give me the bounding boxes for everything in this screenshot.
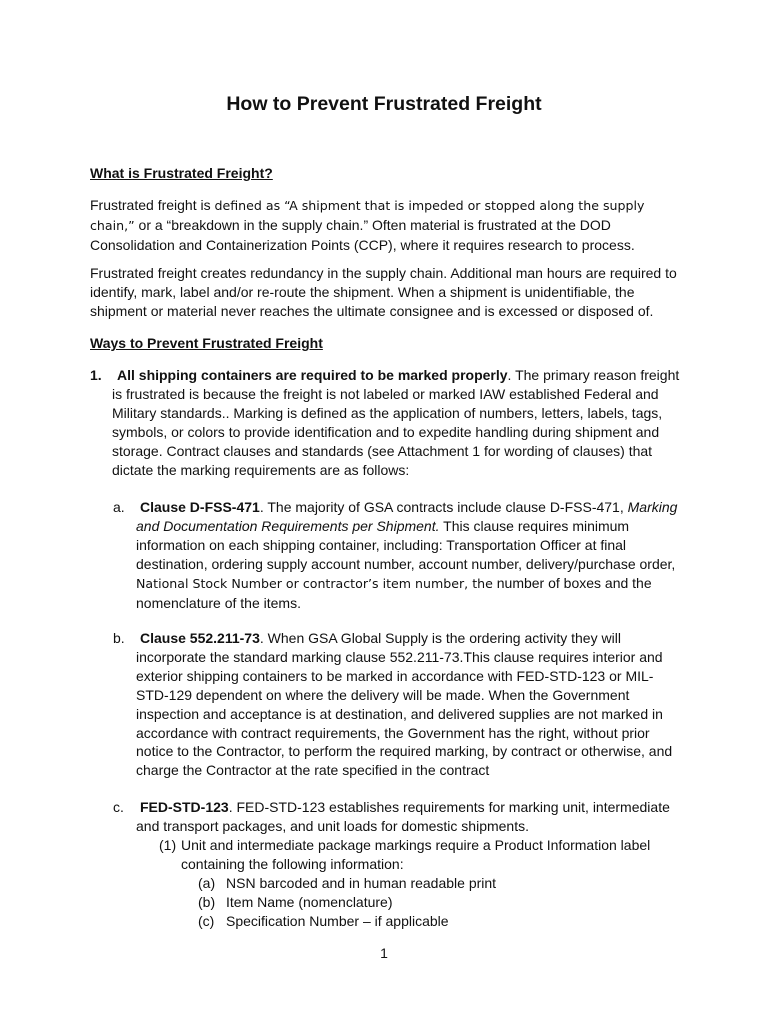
clause-c-text [136, 798, 684, 836]
item-1-bold: All shipping containers are required to be marked properly [117, 367, 508, 383]
definition-lead: Frustrated freight is [90, 197, 215, 213]
clause-c-bold: FED-STD-123 [140, 799, 229, 815]
clause-a-italic: Marking and Documentation Requirements per Shipment. [136, 499, 678, 534]
sub-item-a-text: NSN barcoded and in human readable print [226, 875, 497, 891]
clause-c-rest: . FED-STD-123 establishes requirements for marking unit, intermediate and transport packages, and unit loads for domestic shipments. [136, 799, 670, 834]
paragraph-redundancy: Frustrated freight creates redundancy in the supply chain. Additional man hours are required to identify, mark, label and/or re-route the shipment. When a shipment is unidentifiable, the shipment or material never reaches the ultimate consignee and is excessed or disposed of. [90, 265, 677, 319]
section-heading-what-is: What is Frustrated Freight? [90, 165, 273, 181]
item-1-rest: . The primary reason freight is frustrated is because the freight is not labeled or marked IAW established Federal and Military standards.. Marking is defined as the application of numbers, letters, labels, tags, symbols, or colors to provide identification and to expedite handling during shipment and storage. Contract clauses and standards (see Attachment 1 for wording of clauses) that dictate the marking requirements are as follows: [112, 367, 680, 478]
clause-b-text [136, 629, 684, 780]
clause-c-label: c. [113, 799, 124, 815]
sub1-label: (1) [159, 837, 177, 853]
clause-a-text3: number of boxes and the nomenclature of the items. [136, 574, 652, 611]
paragraph-definition [90, 196, 680, 255]
clause-a-bold: Clause D-FSS-471 [140, 499, 260, 515]
sub1-text: Unit and intermediate package markings require a Product Information label containing the following information: [181, 837, 651, 872]
clause-a-alt: National Stock Number or contractor’s item number, the [136, 575, 493, 591]
clause-b-bold: Clause 552.211-73 [140, 630, 260, 646]
item-1-text [112, 366, 682, 479]
definition-rest: or a “breakdown in the supply chain.” Often material is frustrated at the DOD Consolidation and Containerization Points (CCP), where it requires research to process. [90, 216, 635, 253]
clause-b-label: b. [113, 630, 125, 646]
page-title: How to Prevent Frustrated Freight [226, 93, 542, 115]
section-heading-ways: Ways to Prevent Frustrated Freight [90, 335, 323, 351]
sub-item-b-text: Item Name (nomenclature) [226, 894, 393, 910]
clause-b-rest: . When GSA Global Supply is the ordering activity they will incorporate the standard marking clause 552.211-73.This clause requires interior and exterior shipping containers to be marked in accordance with FED-STD-123 or MIL-STD-129 dependent on where the delivery will be made. When the Government inspection and acceptance is at destination, and delivered supplies are not marked in accordance with contract requirements, the Government has the right, without prior notice to the Contractor, to perform the required marking, by contract or otherwise, and charge the Contractor at the rate specified in the contract [136, 630, 673, 779]
item-number-1: 1. [90, 367, 102, 383]
clause-a-text [136, 498, 684, 612]
sub-item-b-label: (b) [198, 894, 216, 910]
definition-quote: defined as “A shipment that is impeded or stopped along the supply chain,” [90, 198, 645, 233]
sub-item-c-label: (c) [198, 913, 215, 929]
sub-item-c-text: Specification Number – if applicable [226, 913, 449, 929]
sub-item-a-label: (a) [198, 875, 216, 891]
clause-a-text1: . The majority of GSA contracts include clause D-FSS-471, [259, 499, 628, 515]
clause-a-label: a. [113, 499, 125, 515]
page-number: 1 [380, 945, 388, 961]
clause-a-text2: This clause requires minimum information on each shipping container, including: Transportation Officer at final destination, ordering supply account number, account number, delivery/purchase order, [136, 517, 676, 572]
